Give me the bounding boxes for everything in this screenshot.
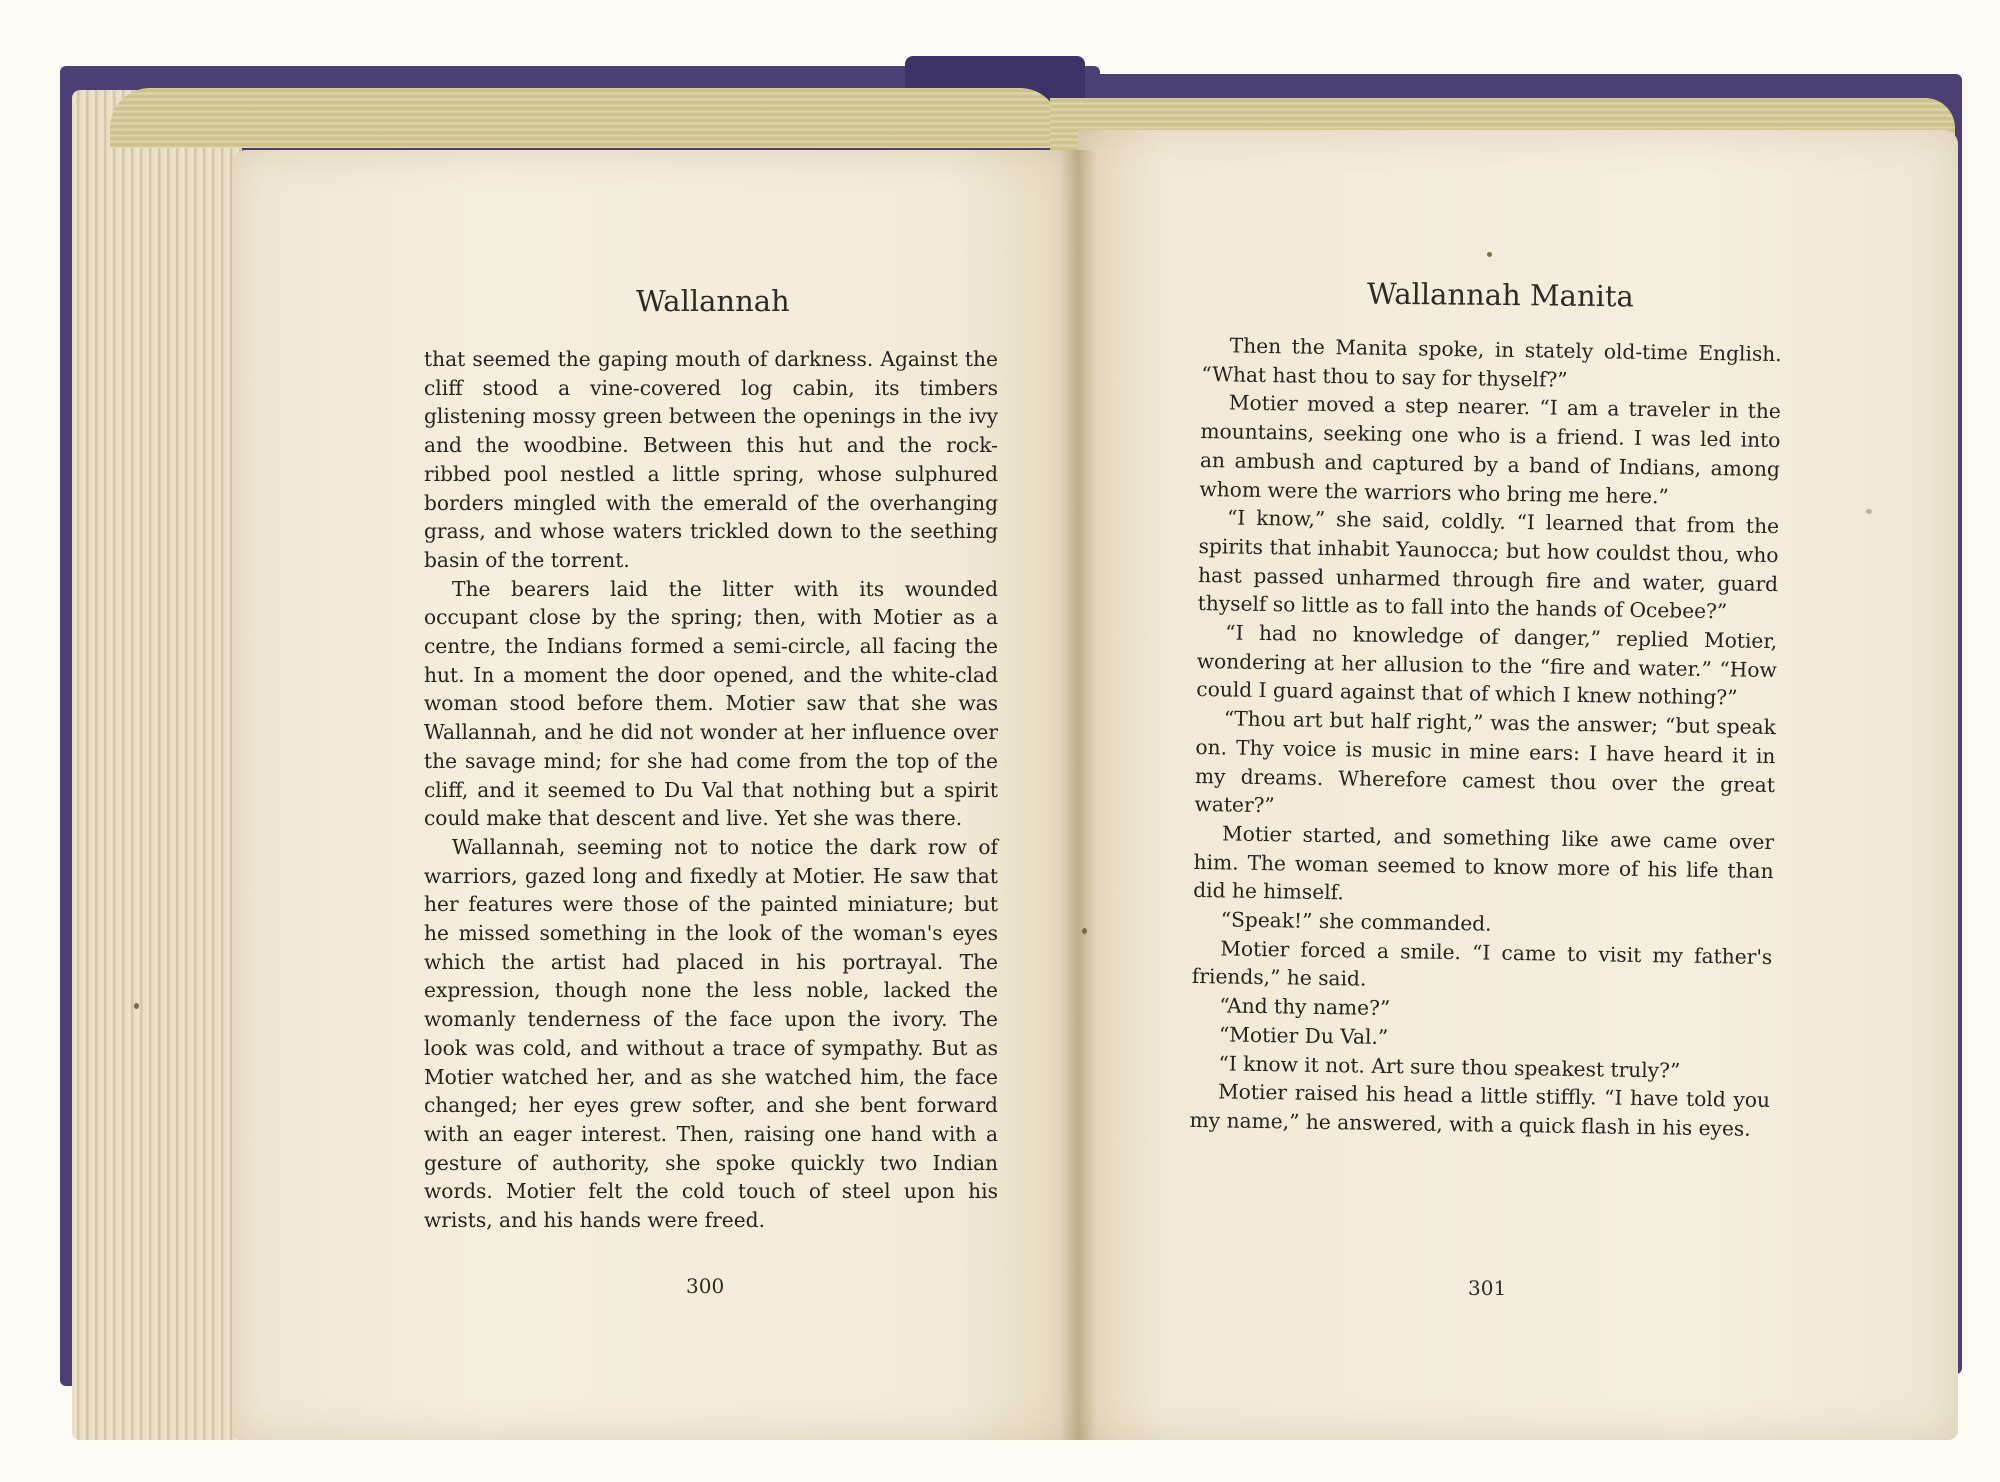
paragraph: “I had no knowledge of danger,” replied Motier, wondering at her allusion to the “fire and water.” “How could I guard against that of which I knew nothing?” [1196,620,1778,710]
paragraph: “I know it not. Art sure thou speakest truly?” [1218,1050,1681,1083]
left-running-head: Wallannah [636,284,790,318]
right-page-number: 301 [1468,1276,1507,1300]
left-page-number: 300 [686,1274,725,1298]
paragraph: “Motier Du Val.” [1218,1022,1389,1049]
paragraph: “Speak!” she commanded. [1220,907,1492,936]
paragraph: “I know,” she said, coldly. “I learned that from the spirits that inhabit Yaunocca; but how couldst thou, who hast passed unharmed through fire and water, guard thyself so little as to fall into the hands of Ocebee?” [1197,505,1780,624]
right-page-text [1189,331,1782,1144]
paragraph: Motier raised his head a little stiffly. “I have told you my name,” he answered, with a quick flash in his eyes. [1189,1079,1771,1141]
paragraph: Motier forced a smile. “I came to visit my father's friends,” he said. [1191,936,1773,992]
foxing-spot [1487,252,1492,257]
paragraph: “And thy name?” [1219,993,1391,1021]
paragraph: Then the Manita spoke, in stately old-time English. “What hast thou to say for thyself?” [1201,333,1782,392]
paragraph: Motier started, and something like awe came over him. The woman seemed to know more of his life than did he himself. [1193,821,1775,905]
paragraph: Motier moved a step nearer. “I am a traveler in the mountains, seeking one who is a friend. I was led into an ambush and captured by a band of Indians, among whom were the warriors who bring me here.” [1199,390,1781,508]
paragraph: The bearers laid the litter with its wounded occupant close by the spring; then, with Motier as a centre, the Indians formed a semi-circle, all facing the hut. In a moment the door opened, and the white-clad woman stood before them. Motier saw that she was Wallannah, and he did not wonder at her influence over the savage mind; for she had come from the top of the cliff, and it seemed to Du Val that nothing but a spirit could make that descent and live. Yet she was there. [424,576,998,831]
paragraph: Wallannah, seeming not to notice the dark row of warriors, gazed long and fixedly at Motier. He saw that her features were those of the painted miniature; but he missed something in the look of the woman's eyes which the artist had placed in his portrayal. The expression, though none the less noble, lacked the womanly tenderness of the face upon the ivory. The look was cold, and without a trace of sympathy. But as Motier watched her, and as she watched him, the face changed; her eyes grew softer, and she bent forward with an eager interest. Then, raising one hand with a gesture of authority, she spoke quickly two Indian words. Motier felt the cold touch of steel upon his wrists, and his hands were freed. [424,834,998,1233]
left-page-text [424,345,998,1235]
paragraph: “Thou art but half right,” was the answer; “but speak on. Thy voice is music in mine ears: I have heard it in my dreams. Wherefore camest thou over the great water?” [1194,706,1777,818]
paragraph: that seemed the gaping mouth of darkness. Against the cliff stood a vine-covered log cabin, its timbers glistening mossy green between the openings in the ivy and the woodbine. Between this hut and the rock-ribbed pool nestled a little spring, whose sulphured borders mingled with the emerald of the overhanging grass, and whose waters trickled down to the seething basin of the torrent. [424,347,998,572]
page-edges [72,90,242,1440]
gilt-page-edge-left [110,88,1060,148]
foxing-spot [1082,928,1087,934]
book-gutter [1060,150,1096,1440]
foxing-spot [134,1003,139,1009]
right-running-head: Wallannah Manita [1366,276,1635,314]
foxing-spot [1866,509,1872,514]
